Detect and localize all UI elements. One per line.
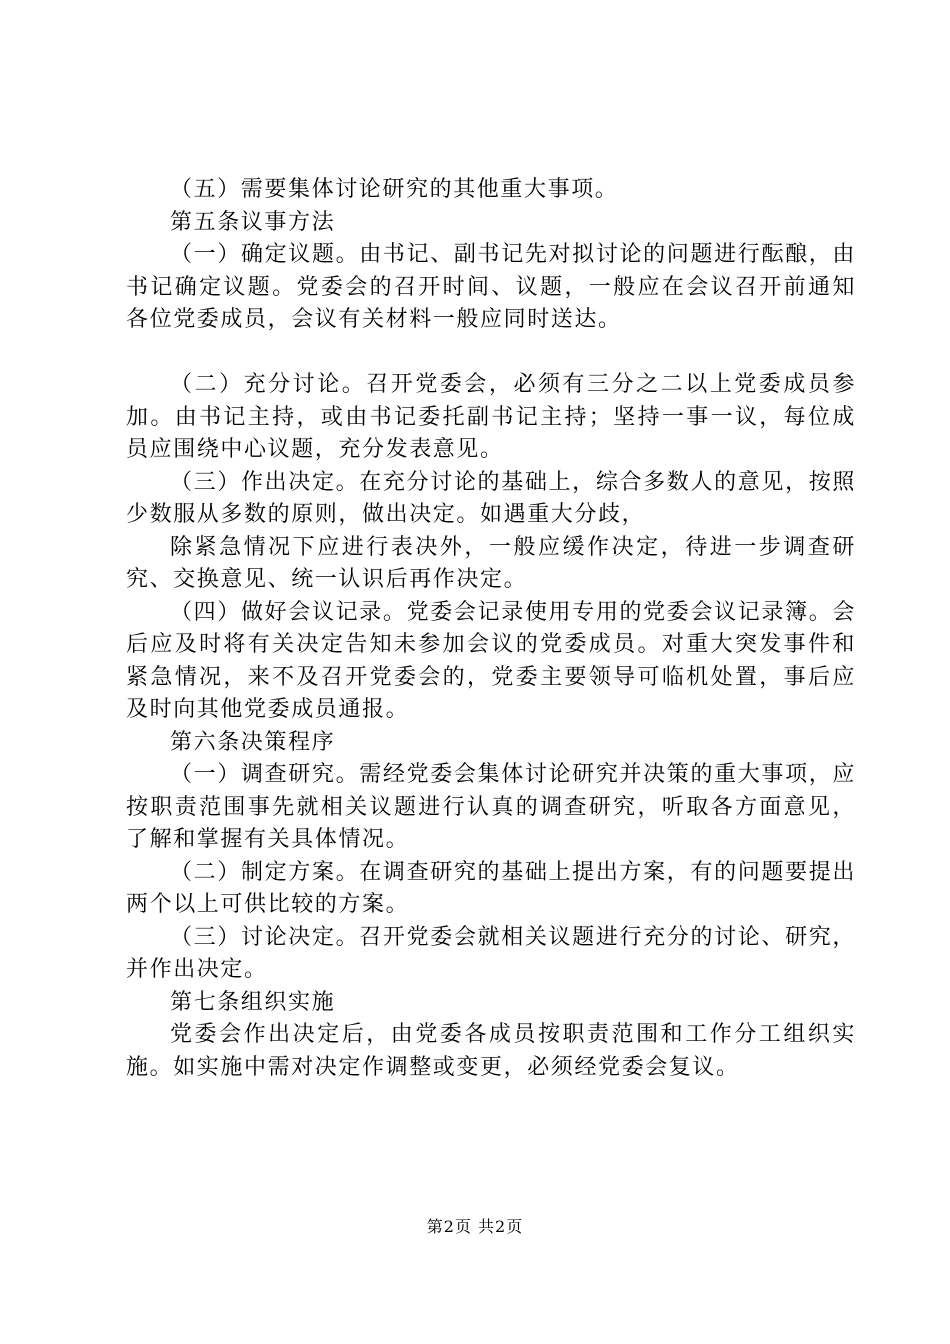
document-body (126, 174, 856, 1084)
article-6-heading: 第六条决策程序 (170, 729, 336, 755)
paragraph-meeting-records: （四）做好会议记录。党委会记录使用专用的党委会议记录簿。会后应及时将有关决定告知未参加会议的党委成员。对重大突发事件和紧急情况，来不及召开党委会的，党委主要领导可临机处置，事后应及时向其他党委成员通报。 (126, 599, 856, 722)
article-7-heading: 第七条组织实施 (170, 989, 336, 1015)
paragraph-make-decision-continued: 除紧急情况下应进行表决外，一般应缓作决定，待进一步调查研究、交换意见、统一认识后再作决定。 (126, 534, 856, 592)
paragraph-discuss-decide: （三）讨论决定。召开党委会就相关议题进行充分的讨论、研究，并作出决定。 (126, 924, 856, 982)
paragraph-make-decision: （三）作出决定。在充分讨论的基础上，综合多数人的意见，按照少数服从多数的原则，做出决定。如遇重大分歧， (126, 469, 856, 527)
page-number: 第2页 共2页 (426, 1217, 524, 1236)
paragraph-implementation: 党委会作出决定后，由党委各成员按职责范围和工作分工组织实施。如实施中需对决定作调整或变更，必须经党委会复议。 (126, 1022, 856, 1080)
paragraph-determine-topics: （一）确定议题。由书记、副书记先对拟讨论的问题进行酝酿，由书记确定议题。党委会的召开时间、议题，一般应在会议召开前通知各位党委成员，会议有关材料一般应同时送达。 (126, 242, 856, 332)
paragraph-item-5: （五）需要集体讨论研究的其他重大事项。 (170, 177, 619, 202)
paragraph-investigation: （一）调查研究。需经党委会集体讨论研究并决策的重大事项，应按职责范围事先就相关议题进行认真的调查研究，听取各方面意见，了解和掌握有关具体情况。 (126, 762, 856, 852)
paragraph-full-discussion: （二）充分讨论。召开党委会，必须有三分之二以上党委成员参加。由书记主持，或由书记委托副书记主持；坚持一事一议，每位成员应围绕中心议题，充分发表意见。 (126, 372, 856, 462)
paragraph-formulate-plan: （二）制定方案。在调查研究的基础上提出方案，有的问题要提出两个以上可供比较的方案。 (126, 859, 856, 917)
page-footer (0, 1217, 950, 1237)
article-5-heading: 第五条议事方法 (170, 209, 336, 235)
